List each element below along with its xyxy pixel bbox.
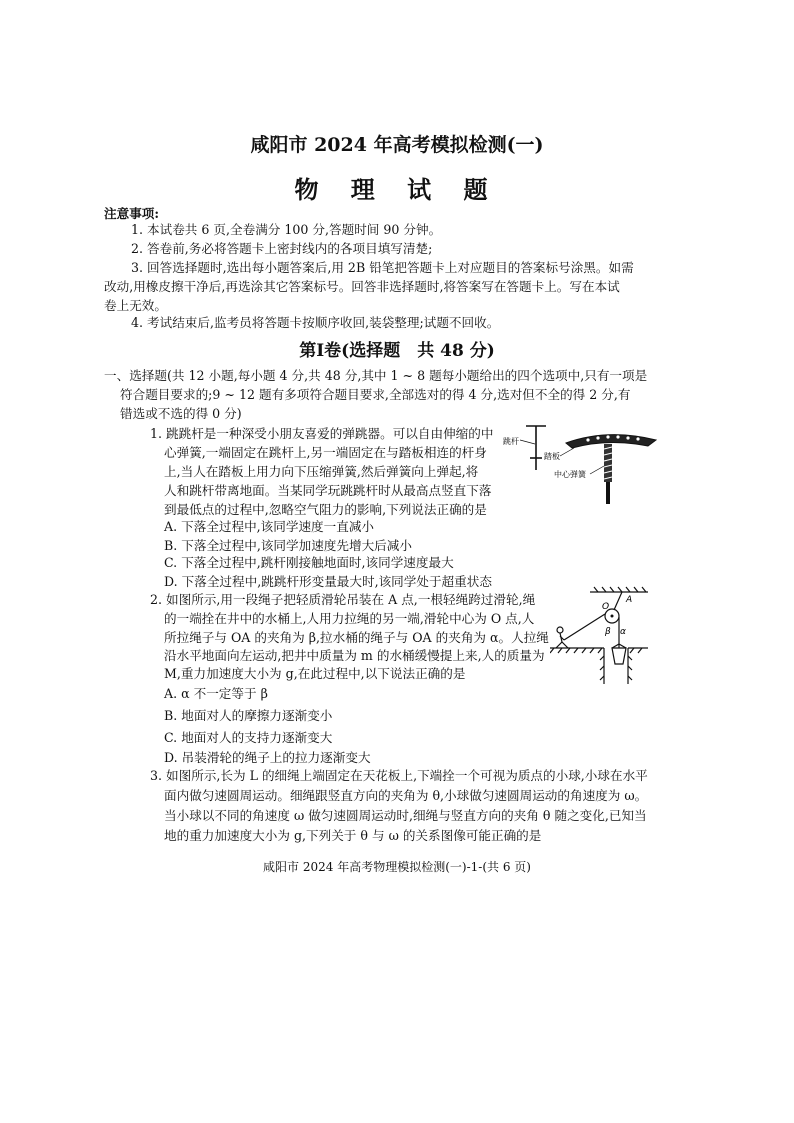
- label-pedal: 踏板: [544, 452, 560, 461]
- q1-option-c: C. 下落全过程中,跳杆刚接触地面时,该同学速度最大: [164, 555, 454, 570]
- notice-line: 3. 回答选择题时,选出每小题答案后,用 2B 铅笔把答题卡上对应题目的答案标号涂黑。如需: [131, 260, 634, 275]
- label-alpha: α: [620, 627, 626, 637]
- page-footer: 咸阳市 2024 年高考物理模拟检测(一)-1-(共 6 页): [263, 860, 531, 874]
- q2-option-d: D. 吊装滑轮的绳子上的拉力逐渐变大: [164, 750, 371, 765]
- label-beta: β: [605, 627, 611, 637]
- q2-option-a: A. α 不一定等于 β: [164, 686, 268, 701]
- section-title: 第Ⅰ卷(选择题 共 48 分): [299, 341, 495, 361]
- notice-line: 改动,用橡皮擦干净后,再选涂其它答案标号。回答非选择题时,将答案写在答题卡上。写在本试: [104, 279, 620, 294]
- notice-line: 卷上无效。: [104, 298, 167, 313]
- label-point-o: O: [602, 602, 610, 612]
- section-intro: 错选或不选的得 0 分): [120, 406, 242, 421]
- section-intro: 符合题目要求的;9 ~ 12 题有多项符合题目要求,全部选对的得 4 分,选对但不全的得 2 分,有: [120, 387, 631, 402]
- q2-option-b: B. 地面对人的摩擦力逐渐变小: [164, 708, 333, 723]
- section-intro: 一、选择题(共 12 小题,每小题 4 分,共 48 分,其中 1 ~ 8 题每小题给出的四个选项中,只有一项是: [104, 368, 648, 383]
- notice-line: 4. 考试结束后,监考员将答题卡按顺序收回,装袋整理;试题不回收。: [131, 315, 500, 330]
- label-point-a: A: [626, 595, 633, 605]
- q1-option-b: B. 下落全过程中,该同学加速度先增大后减小: [164, 538, 412, 553]
- q2-stem: M,重力加速度大小为 g,在此过程中,以下说法正确的是: [164, 666, 466, 681]
- q2-option-c: C. 地面对人的支持力逐渐变大: [164, 730, 333, 745]
- q1-stem: 人和跳杆带离地面。当某同学玩跳跳杆时从最高点竖直下落: [164, 483, 492, 498]
- q1-stem: 到最低点的过程中,忽略空气阻力的影响,下列说法正确的是: [164, 502, 487, 517]
- exam-title: 咸阳市 2024 年高考模拟检测(一): [250, 134, 544, 156]
- q1-stem: 心弹簧,一端固定在跳杆上,另一端固定在与踏板相连的杆身: [164, 445, 487, 460]
- notice-line: 2. 答卷前,务必将答题卡上密封线内的各项目填写清楚;: [131, 241, 433, 256]
- q2-stem: 沿水平地面向左运动,把井中质量为 m 的水桶缓慢提上来,人的质量为: [164, 648, 545, 663]
- q1-stem: 上,当人在踏板上用力向下压缩弹簧,然后弹簧向上弹起,将: [164, 464, 479, 479]
- q2-pulley-figure: [550, 586, 650, 686]
- label-spring: 中心弹簧: [554, 470, 586, 479]
- q1-pogo-figure: [498, 418, 678, 510]
- q3-stem: 面内做匀速圆周运动。细绳跟竖直方向的夹角为 θ,小球做匀速圆周运动的角速度为 ω。: [164, 788, 648, 803]
- label-pole: 跳杆: [503, 437, 519, 446]
- q1-option-d: D. 下落全过程中,跳跳杆形变量最大时,该同学处于超重状态: [164, 574, 492, 589]
- notice-line: 1. 本试卷共 6 页,全卷满分 100 分,答题时间 90 分钟。: [131, 222, 442, 237]
- q2-stem: 的一端拴在井中的水桶上,人用力拉绳的另一端,滑轮中心为 O 点,人: [164, 611, 535, 626]
- q2-stem: 2. 如图所示,用一段绳子把轻质滑轮吊装在 A 点,一根轻绳跨过滑轮,绳: [150, 592, 536, 607]
- q3-stem: 当小球以不同的角速度 ω 做匀速圆周运动时,细绳与竖直方向的夹角 θ 随之变化,已知当: [164, 808, 647, 823]
- notice-heading: 注意事项:: [104, 206, 160, 221]
- q2-stem: 所拉绳子与 OA 的夹角为 β,拉水桶的绳子与 OA 的夹角为 α。人拉绳: [164, 630, 549, 645]
- q3-stem: 地的重力加速度大小为 g,下列关于 θ 与 ω 的关系图像可能正确的是: [164, 828, 542, 843]
- q1-option-a: A. 下落全过程中,该同学速度一直减小: [164, 519, 375, 534]
- q1-stem: 1. 跳跳杆是一种深受小朋友喜爱的弹跳器。可以自由伸缩的中: [150, 426, 494, 441]
- subject-title: 物 理 试 题: [294, 175, 500, 204]
- q3-stem: 3. 如图所示,长为 L 的细绳上端固定在天花板上,下端拴一个可视为质点的小球,小球在水平: [150, 768, 648, 783]
